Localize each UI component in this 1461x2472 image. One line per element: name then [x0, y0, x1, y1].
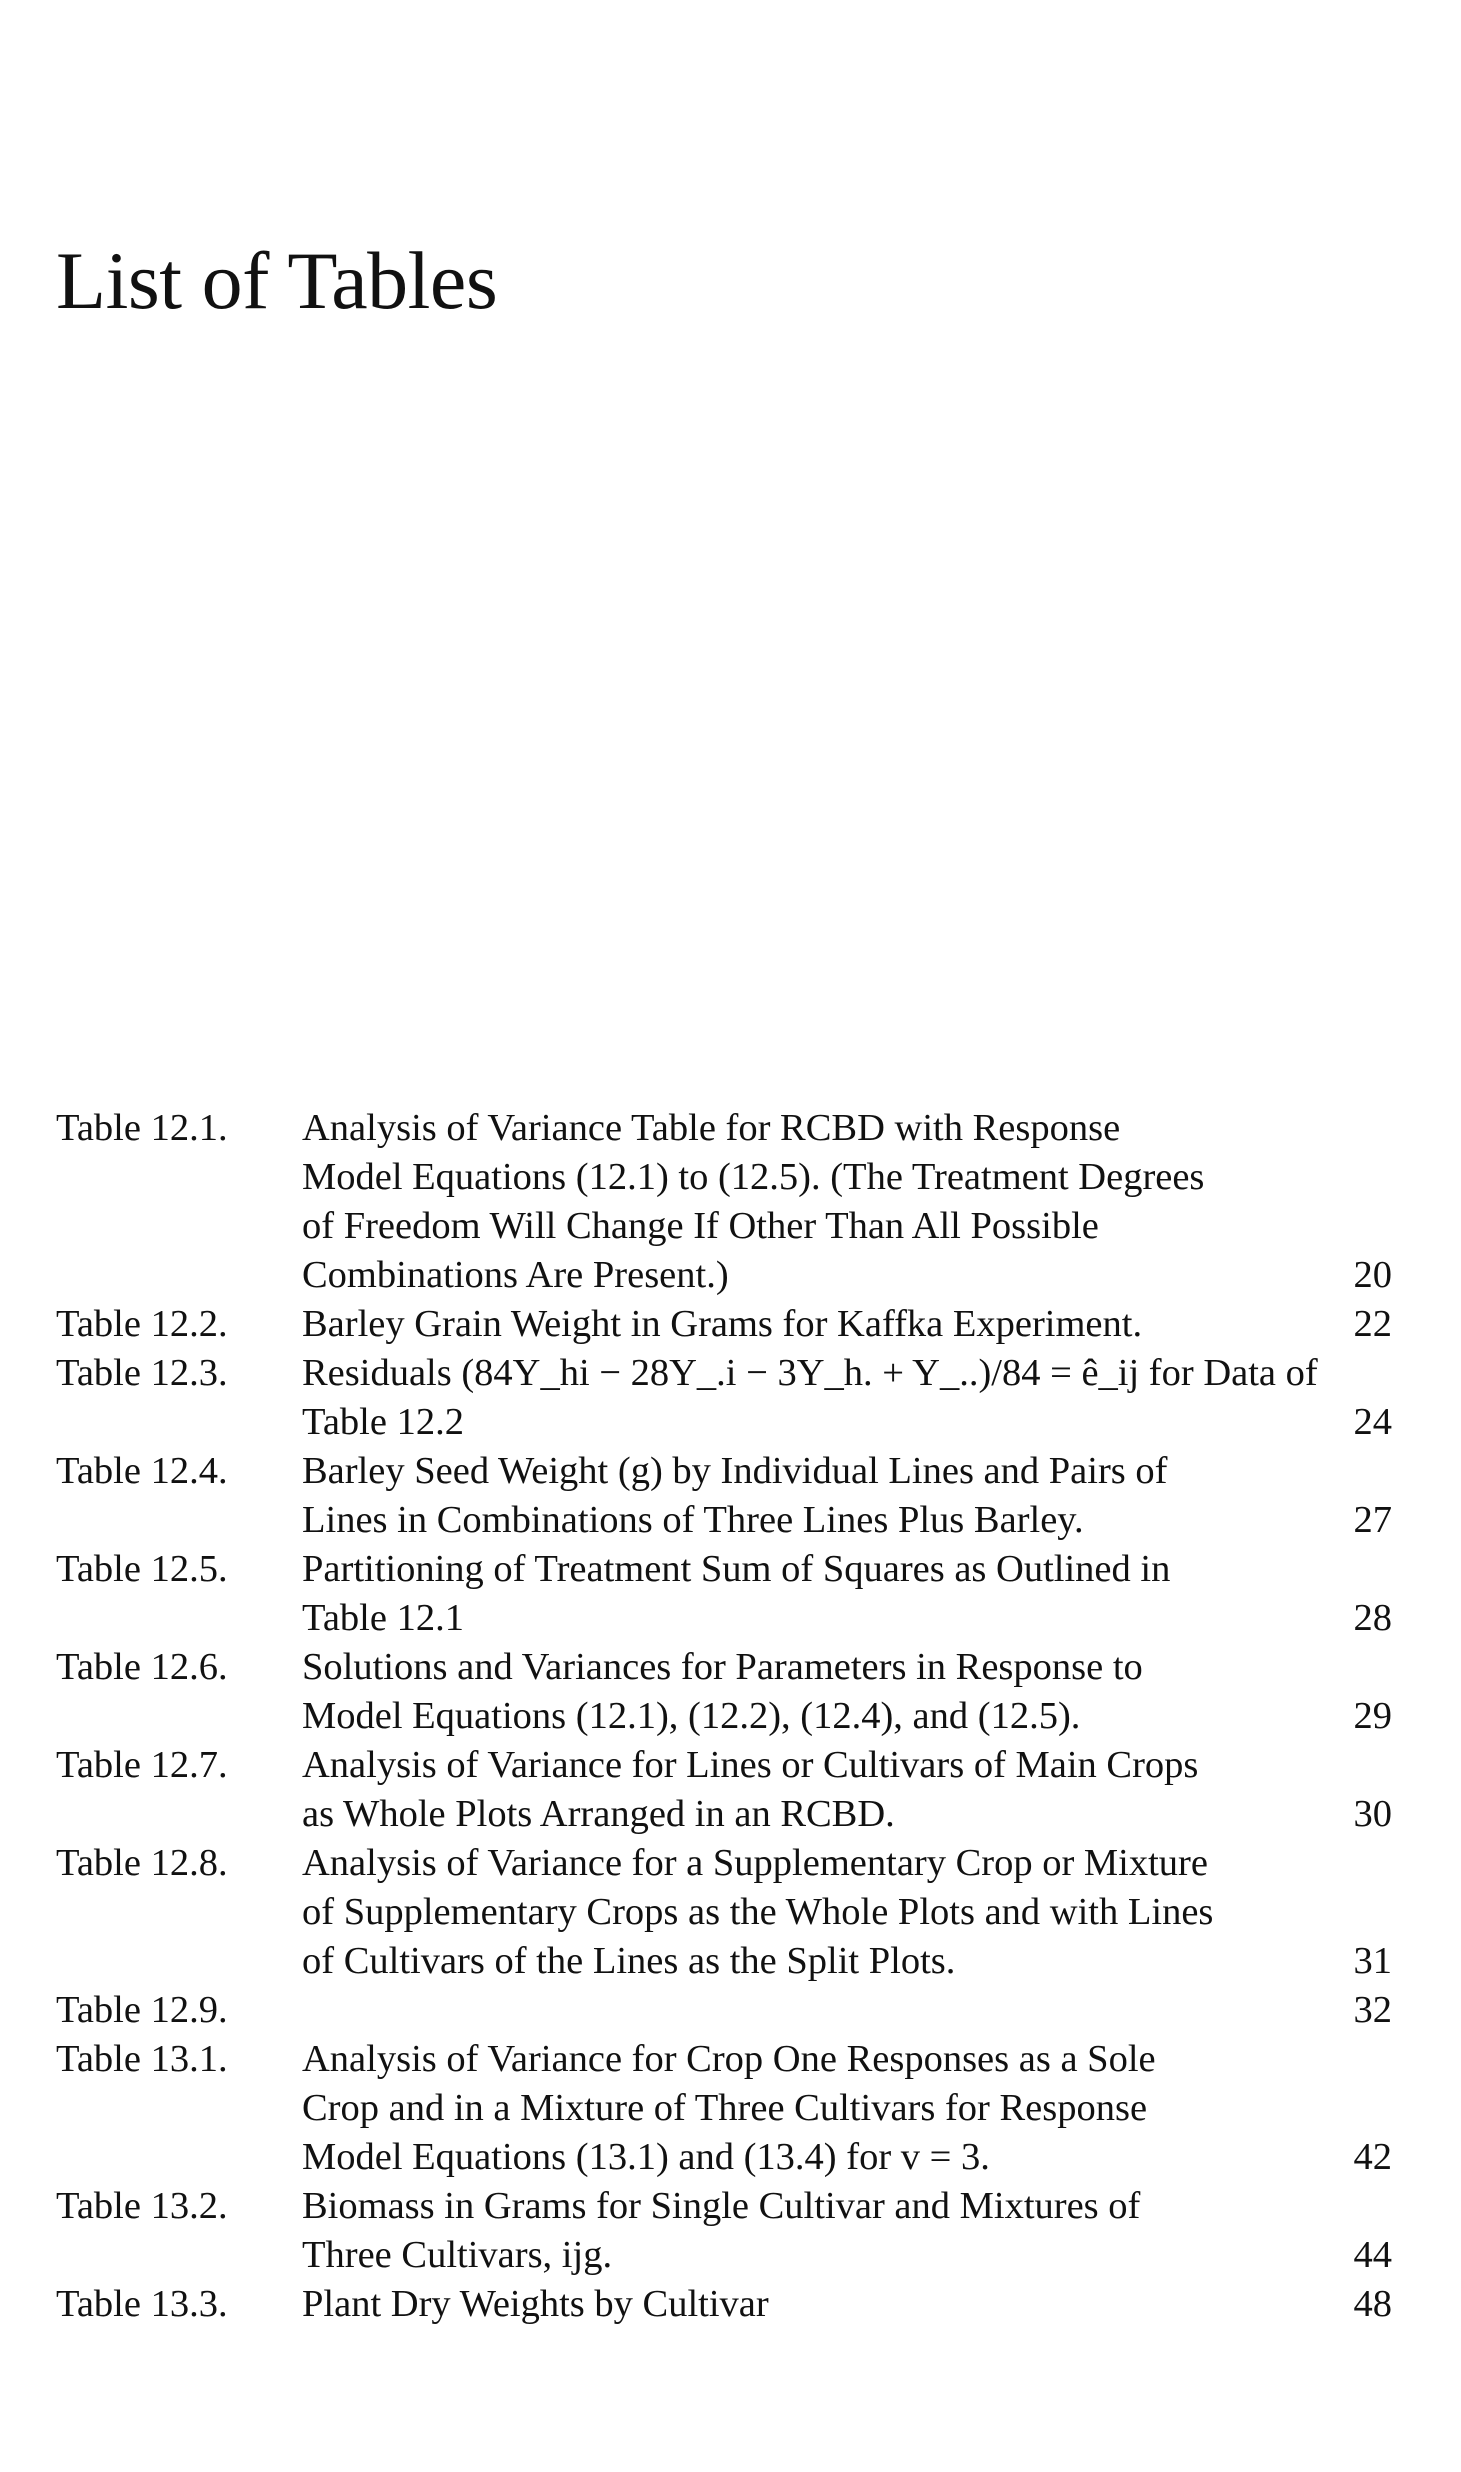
- table-title: [302, 1349, 1318, 1447]
- title-line: Lines in Combinations of Three Lines Plus Barley.: [302, 1499, 1084, 1541]
- title-line: Analysis of Variance for Lines or Cultivars of Main Crops: [302, 1744, 1199, 1786]
- title-line: of Supplementary Crops as the Whole Plots and with Lines: [302, 1891, 1214, 1933]
- table-number: Table 12.8.: [56, 1842, 228, 1884]
- table-number: Table 12.2.: [56, 1303, 228, 1345]
- toc-entry: [56, 1104, 1392, 1300]
- toc-entry: [56, 1349, 1392, 1447]
- page-number: 32: [1353, 1989, 1392, 2031]
- title-line: of Cultivars of the Lines as the Split Plots.: [302, 1940, 956, 1982]
- page-number: 20: [1353, 1254, 1392, 1296]
- title-line: Biomass in Grams for Single Cultivar and Mixtures of: [302, 2185, 1141, 2227]
- title-line: Model Equations (12.1), (12.2), (12.4), and (12.5).: [302, 1695, 1081, 1737]
- table-number: Table 12.4.: [56, 1450, 228, 1492]
- table-title: [302, 1104, 1312, 1300]
- table-title: [302, 1545, 1312, 1643]
- table-title: [302, 2035, 1312, 2182]
- table-number: Table 12.7.: [56, 1744, 228, 1786]
- page-title: List of Tables: [56, 235, 498, 326]
- title-line: Barley Grain Weight in Grams for Kaffka Experiment.: [302, 1303, 1143, 1345]
- toc-entry: [56, 2035, 1392, 2182]
- title-line: of Freedom Will Change If Other Than All Possible: [302, 1205, 1099, 1247]
- table-number: Table 12.5.: [56, 1548, 228, 1590]
- table-number: Table 12.1.: [56, 1107, 228, 1149]
- title-line: Three Cultivars, ijg.: [302, 2234, 613, 2276]
- toc-entry: [56, 2182, 1392, 2280]
- title-line: Model Equations (12.1) to (12.5). (The Treatment Degrees: [302, 1156, 1205, 1198]
- page-number: 42: [1353, 2136, 1392, 2178]
- toc-entry: [56, 1839, 1392, 1986]
- toc-entry: [56, 1643, 1392, 1741]
- title-line: Residuals (84Y_hi − 28Y_.i − 3Y_h. + Y_..)/84 = ê_ij for Data of: [302, 1352, 1318, 1394]
- title-line: [302, 1986, 1312, 2035]
- table-of-contents: [56, 1104, 1392, 2329]
- title-line: Analysis of Variance Table for RCBD with Response: [302, 1107, 1121, 1149]
- title-line: Table 12.1: [302, 1597, 464, 1639]
- toc-entry: [56, 1447, 1392, 1545]
- toc-entry: [56, 1741, 1392, 1839]
- page-number: 27: [1353, 1499, 1392, 1541]
- title-line: Analysis of Variance for Crop One Responses as a Sole: [302, 2038, 1156, 2080]
- table-title: [302, 2280, 1312, 2329]
- title-line: Combinations Are Present.): [302, 1254, 729, 1296]
- page-number: 31: [1353, 1940, 1392, 1982]
- title-line: Table 12.2: [302, 1401, 464, 1443]
- toc-entry: [56, 1300, 1392, 1349]
- title-line: Barley Seed Weight (g) by Individual Lines and Pairs of: [302, 1450, 1168, 1492]
- table-number: Table 13.2.: [56, 2185, 228, 2227]
- title-line: Analysis of Variance for a Supplementary Crop or Mixture: [302, 1842, 1208, 1884]
- title-line: Model Equations (13.1) and (13.4) for v = 3.: [302, 2136, 990, 2178]
- table-title: [302, 2182, 1312, 2280]
- title-line: Partitioning of Treatment Sum of Squares as Outlined in: [302, 1548, 1171, 1590]
- toc-entry: [56, 1545, 1392, 1643]
- table-title: [302, 1986, 1312, 2035]
- table-title: [302, 1643, 1312, 1741]
- table-title: [302, 1839, 1312, 1986]
- page-number: 44: [1353, 2234, 1392, 2276]
- title-line: Solutions and Variances for Parameters in Response to: [302, 1646, 1143, 1688]
- table-number: Table 12.3.: [56, 1352, 228, 1394]
- page-number: 28: [1353, 1597, 1392, 1639]
- page-number: 24: [1353, 1401, 1392, 1443]
- table-number: Table 13.1.: [56, 2038, 228, 2080]
- title-line: as Whole Plots Arranged in an RCBD.: [302, 1793, 895, 1835]
- toc-entry: [56, 2280, 1392, 2329]
- table-number: Table 12.9.: [56, 1989, 228, 2031]
- table-number: Table 13.3.: [56, 2283, 228, 2325]
- table-title: [302, 1447, 1312, 1545]
- title-line: Crop and in a Mixture of Three Cultivars for Response: [302, 2087, 1148, 2129]
- toc-entry: [56, 1986, 1392, 2035]
- page-number: 30: [1353, 1793, 1392, 1835]
- title-line: Plant Dry Weights by Cultivar: [302, 2283, 769, 2325]
- table-title: [302, 1741, 1312, 1839]
- table-number: Table 12.6.: [56, 1646, 228, 1688]
- page-number: 22: [1353, 1303, 1392, 1345]
- page-number: 48: [1353, 2283, 1392, 2325]
- page-number: 29: [1353, 1695, 1392, 1737]
- table-title: [302, 1300, 1312, 1349]
